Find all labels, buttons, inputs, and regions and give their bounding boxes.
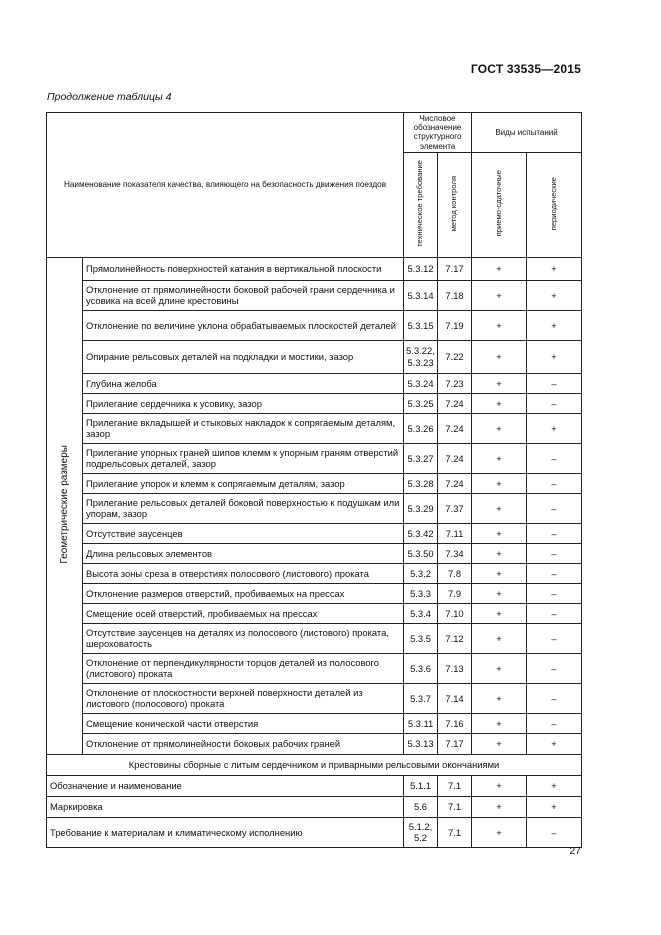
- indicator-name: Отклонение от перпендикулярности торцов деталей из полосового (листового) проката: [83, 653, 404, 683]
- periodic-mark: –: [527, 583, 582, 603]
- acceptance-mark: +: [472, 563, 527, 583]
- table-row: [47, 583, 582, 603]
- periodic-mark: –: [527, 493, 582, 523]
- technical-requirement-ref: 5.1.1: [404, 775, 438, 796]
- periodic-mark: +: [527, 310, 582, 340]
- page-number: 27: [569, 845, 581, 857]
- acceptance-mark: +: [472, 393, 527, 413]
- technical-requirement-ref: 5.3.26: [404, 413, 438, 443]
- periodic-mark: +: [527, 280, 582, 310]
- control-method-ref: 7.17: [438, 257, 472, 280]
- technical-requirement-ref: 5.3.3: [404, 583, 438, 603]
- control-method-ref: 7.24: [438, 443, 472, 473]
- technical-requirement-ref: 5.3.50: [404, 543, 438, 563]
- acceptance-mark: +: [472, 340, 527, 373]
- acceptance-mark: +: [472, 623, 527, 653]
- control-method-ref: 7.1: [438, 775, 472, 796]
- technical-requirement-ref: 5.3.11: [404, 713, 438, 733]
- indicator-name: Отклонение по величине уклона обрабатываемых плоскостей деталей: [83, 310, 404, 340]
- acceptance-mark: +: [472, 473, 527, 493]
- periodic-mark: –: [527, 623, 582, 653]
- technical-requirement-ref: 5.3.15: [404, 310, 438, 340]
- table-row: [47, 775, 582, 796]
- group-label: Геометрические размеры: [58, 445, 70, 564]
- indicator-name: Прилегание сердечника к усовику, зазор: [83, 393, 404, 413]
- periodic-mark: +: [527, 340, 582, 373]
- indicator-name: Смещение конической части отверстия: [83, 713, 404, 733]
- section-title: Крестовины сборные с литым сердечником и приварными рельсовыми окончаниями: [47, 754, 582, 775]
- table-row: [47, 603, 582, 623]
- technical-requirement-ref: 5.3.7: [404, 683, 438, 713]
- control-method-ref: 7.24: [438, 413, 472, 443]
- acceptance-mark: +: [472, 493, 527, 523]
- table-row: [47, 280, 582, 310]
- indicator-name: Опирание рельсовых деталей на подкладки и мостики, зазор: [83, 340, 404, 373]
- indicator-name: Отсутствие заусенцев: [83, 523, 404, 543]
- indicator-name: Отклонение размеров отверстий, пробиваемых на прессах: [83, 583, 404, 603]
- periodic-mark: +: [527, 796, 582, 817]
- control-method-ref: 7.11: [438, 523, 472, 543]
- periodic-mark: +: [527, 775, 582, 796]
- technical-requirement-ref: 5.3.22, 5.3.23: [404, 340, 438, 373]
- indicator-name: Прямолинейность поверхностей катания в вертикальной плоскости: [83, 257, 404, 280]
- indicator-name: Прилегание упорных граней шипов клемм к упорным граням отверстий подрельсовых деталей, зазор: [83, 443, 404, 473]
- table-row: [47, 373, 582, 393]
- acceptance-mark: +: [472, 713, 527, 733]
- periodic-mark: +: [527, 257, 582, 280]
- acceptance-mark: +: [472, 603, 527, 623]
- table-row: [47, 523, 582, 543]
- acceptance-mark: +: [472, 583, 527, 603]
- acceptance-mark: +: [472, 733, 527, 754]
- control-method-ref: 7.12: [438, 623, 472, 653]
- group-label-cell: [47, 257, 83, 754]
- control-method-ref: 7.22: [438, 340, 472, 373]
- acceptance-mark: +: [472, 683, 527, 713]
- technical-requirement-ref: 5.3.4: [404, 603, 438, 623]
- control-method-ref: 7.9: [438, 583, 472, 603]
- technical-requirement-ref: 5.6: [404, 796, 438, 817]
- acceptance-mark: +: [472, 310, 527, 340]
- control-method-ref: 7.16: [438, 713, 472, 733]
- acceptance-mark: +: [472, 523, 527, 543]
- indicator-name: Отсутствие заусенцев на деталях из полосового (листового) проката, шероховатость: [83, 623, 404, 653]
- indicator-name: Высота зоны среза в отверстиях полосового (листового) проката: [83, 563, 404, 583]
- technical-requirement-ref: 5.3.42: [404, 523, 438, 543]
- control-method-ref: 7.34: [438, 543, 472, 563]
- control-method-ref: 7.1: [438, 817, 472, 847]
- column-header-periodic: периодические: [527, 152, 582, 257]
- periodic-mark: –: [527, 443, 582, 473]
- column-header-test-types: Виды испытаний: [472, 113, 582, 153]
- periodic-mark: –: [527, 653, 582, 683]
- periodic-mark: –: [527, 473, 582, 493]
- technical-requirement-ref: 5.3.5: [404, 623, 438, 653]
- acceptance-mark: +: [472, 257, 527, 280]
- table-row: [47, 493, 582, 523]
- technical-requirement-ref: 5.3.2: [404, 563, 438, 583]
- table-row: [47, 733, 582, 754]
- control-method-ref: 7.1: [438, 796, 472, 817]
- technical-requirement-ref: 5.3.13: [404, 733, 438, 754]
- indicator-name: Отклонение от прямолинейности боковых рабочих граней: [83, 733, 404, 754]
- control-method-ref: 7.14: [438, 683, 472, 713]
- technical-requirement-ref: 5.3.14: [404, 280, 438, 310]
- technical-requirement-ref: 5.3.6: [404, 653, 438, 683]
- acceptance-mark: +: [472, 443, 527, 473]
- acceptance-mark: +: [472, 413, 527, 443]
- technical-requirement-ref: 5.3.29: [404, 493, 438, 523]
- table-row: [47, 623, 582, 653]
- table-row: [47, 413, 582, 443]
- indicator-name: Маркировка: [47, 796, 404, 817]
- table-row: [47, 443, 582, 473]
- periodic-mark: –: [527, 683, 582, 713]
- control-method-ref: 7.10: [438, 603, 472, 623]
- indicator-name: Требование к материалам и климатическому исполнению: [47, 817, 404, 847]
- indicator-name: Отклонение от плоскостности верхней поверхности деталей из листового (полосового) проката: [83, 683, 404, 713]
- table-row: [47, 473, 582, 493]
- technical-requirement-ref: 5.3.12: [404, 257, 438, 280]
- control-method-ref: 7.18: [438, 280, 472, 310]
- table-row: [47, 393, 582, 413]
- technical-requirement-ref: 5.1.2, 5.2: [404, 817, 438, 847]
- control-method-ref: 7.24: [438, 393, 472, 413]
- periodic-mark: –: [527, 523, 582, 543]
- indicator-name: Отклонение от прямолинейности боковой рабочей грани сердечника и усовика на всей длине крестовины: [83, 280, 404, 310]
- column-header-acceptance: приемо-сдаточные: [472, 152, 527, 257]
- table-row: [47, 796, 582, 817]
- control-method-ref: 7.8: [438, 563, 472, 583]
- table-row: [47, 683, 582, 713]
- control-method-ref: 7.23: [438, 373, 472, 393]
- quality-indicators-table: [46, 112, 582, 848]
- indicator-name: Прилегание рельсовых деталей боковой поверхностью к подушкам или упорам, зазор: [83, 493, 404, 523]
- column-header-name: Наименование показателя качества, влияющего на безопасность движения поездов: [47, 113, 404, 258]
- periodic-mark: –: [527, 817, 582, 847]
- periodic-mark: –: [527, 603, 582, 623]
- acceptance-mark: +: [472, 796, 527, 817]
- acceptance-mark: +: [472, 653, 527, 683]
- control-method-ref: 7.37: [438, 493, 472, 523]
- table-row: [47, 257, 582, 280]
- column-header-numeric-designation: Числовое обозначение структурного элемента: [404, 113, 472, 153]
- acceptance-mark: +: [472, 775, 527, 796]
- periodic-mark: +: [527, 733, 582, 754]
- table-row: [47, 713, 582, 733]
- table-row: [47, 543, 582, 563]
- table-row: [47, 817, 582, 847]
- table-row: [47, 563, 582, 583]
- table-continuation-label: Продолжение таблицы 4: [47, 91, 172, 103]
- periodic-mark: –: [527, 563, 582, 583]
- periodic-mark: –: [527, 543, 582, 563]
- indicator-name: Глубина желоба: [83, 373, 404, 393]
- table-row: [47, 340, 582, 373]
- acceptance-mark: +: [472, 373, 527, 393]
- control-method-ref: 7.13: [438, 653, 472, 683]
- acceptance-mark: +: [472, 817, 527, 847]
- indicator-name: Прилегание вкладышей и стыковых накладок к сопрягаемым деталям, зазор: [83, 413, 404, 443]
- table-row: [47, 653, 582, 683]
- periodic-mark: –: [527, 373, 582, 393]
- periodic-mark: –: [527, 713, 582, 733]
- table-body: [47, 257, 582, 847]
- acceptance-mark: +: [472, 543, 527, 563]
- control-method-ref: 7.19: [438, 310, 472, 340]
- periodic-mark: +: [527, 413, 582, 443]
- acceptance-mark: +: [472, 280, 527, 310]
- technical-requirement-ref: 5.3.28: [404, 473, 438, 493]
- section-title-row: [47, 754, 582, 775]
- control-method-ref: 7.17: [438, 733, 472, 754]
- indicator-name: Обозначение и наименование: [47, 775, 404, 796]
- technical-requirement-ref: 5.3.25: [404, 393, 438, 413]
- periodic-mark: –: [527, 393, 582, 413]
- column-header-technical-requirement: техническое требование: [404, 152, 438, 257]
- indicator-name: Длина рельсовых элементов: [83, 543, 404, 563]
- indicator-name: Смещение осей отверстий, пробиваемых на прессах: [83, 603, 404, 623]
- technical-requirement-ref: 5.3.27: [404, 443, 438, 473]
- table-row: [47, 310, 582, 340]
- technical-requirement-ref: 5.3.24: [404, 373, 438, 393]
- control-method-ref: 7.24: [438, 473, 472, 493]
- table-header-row: [47, 113, 582, 153]
- indicator-name: Прилегание упорок и клемм к сопрягаемым деталям, зазор: [83, 473, 404, 493]
- column-header-control-method: метод контроля: [438, 152, 472, 257]
- document-code: ГОСТ 33535—2015: [470, 62, 581, 76]
